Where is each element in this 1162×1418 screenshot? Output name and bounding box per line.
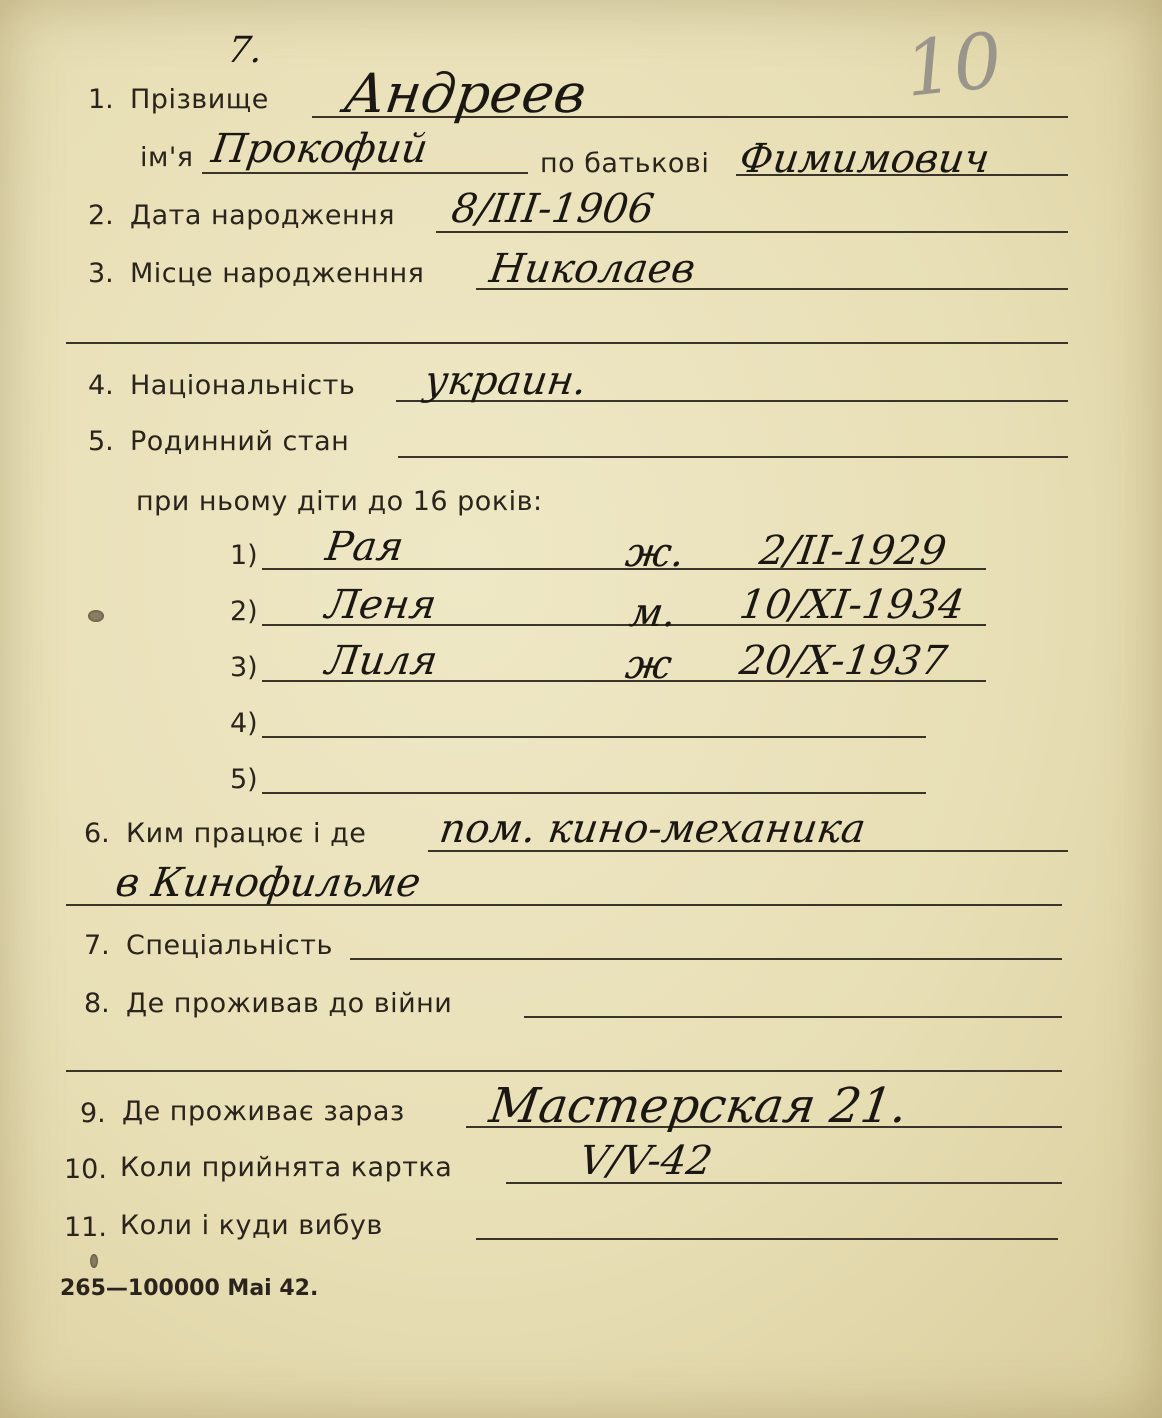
current-residence-value: Мастерская 21.	[486, 1078, 911, 1134]
nationality-value: украин.	[421, 358, 590, 404]
current-residence-label: Де проживає зараз	[122, 1096, 405, 1127]
child-date: 20/X-1937	[736, 638, 950, 684]
work-label: Ким працює і де	[126, 818, 367, 849]
birth-place-line-2	[66, 342, 1068, 344]
departed-label: Коли і куди вибув	[120, 1210, 383, 1241]
prewar-residence-line	[524, 1016, 1062, 1018]
prewar-residence-line-2	[66, 1070, 1062, 1072]
field-number: 4.	[88, 370, 114, 401]
card-number: 7.	[225, 30, 266, 71]
birth-date-label: Дата народження	[130, 200, 396, 231]
child-line	[262, 736, 926, 738]
child-number: 3)	[230, 652, 258, 683]
child-date: 10/XI-1934	[736, 582, 968, 628]
field-number: 11.	[64, 1212, 107, 1243]
prewar-residence-label: Де проживав до війни	[126, 988, 453, 1019]
child-number: 4)	[230, 708, 258, 739]
field-number: 2.	[88, 200, 114, 231]
name-line	[202, 172, 528, 174]
field-number: 6.	[84, 818, 110, 849]
field-number: 3.	[88, 258, 114, 289]
specialty-line	[350, 958, 1062, 960]
work-value: пом. кино-механика	[436, 806, 869, 852]
child-number: 5)	[230, 764, 258, 795]
print-info: 265—100000 Mai 42.	[60, 1276, 319, 1301]
child-name: Лиля	[322, 638, 441, 684]
child-sex: ж	[622, 642, 675, 688]
child-line	[262, 792, 926, 794]
name-value: Прокофий	[208, 126, 431, 172]
pencil-mark: 10	[900, 15, 1007, 114]
child-name: Леня	[322, 582, 440, 628]
field-number: 5.	[88, 426, 114, 457]
birth-place-value: Николаев	[486, 246, 699, 292]
child-name: Рая	[322, 524, 407, 570]
child-date: 2/II-1929	[756, 528, 950, 574]
punch-hole	[90, 1254, 98, 1268]
specialty-label: Спеціальність	[126, 930, 333, 961]
patronymic-label: по батькові	[540, 148, 710, 179]
child-sex: ж.	[622, 530, 688, 576]
nationality-label: Національність	[130, 370, 356, 401]
field-number: 1.	[88, 84, 114, 115]
field-number: 9.	[80, 1098, 106, 1129]
child-number: 2)	[230, 596, 258, 627]
birth-date-value: 8/III-1906	[448, 186, 657, 232]
work-value-2: в Кинофильме	[112, 860, 424, 906]
card-accepted-label: Коли прийнята картка	[120, 1152, 453, 1183]
field-number: 7.	[84, 930, 110, 961]
field-number: 8.	[84, 988, 110, 1019]
children-label: при ньому діти до 16 років:	[136, 486, 543, 517]
departed-line	[476, 1238, 1058, 1240]
child-sex: м.	[626, 590, 680, 636]
field-number: 10.	[64, 1154, 107, 1185]
marital-status-line	[398, 456, 1068, 458]
marital-status-label: Родинний стан	[130, 426, 350, 457]
surname-label: Прізвище	[130, 84, 269, 115]
patronymic-value: Фимимович	[736, 136, 993, 182]
child-number: 1)	[230, 540, 258, 571]
card-accepted-value: V/V-42	[576, 1138, 716, 1184]
surname-value: Андреев	[340, 62, 591, 125]
punch-hole	[88, 610, 104, 622]
name-label: ім'я	[140, 142, 194, 173]
birth-place-label: Місце народженння	[130, 258, 425, 289]
